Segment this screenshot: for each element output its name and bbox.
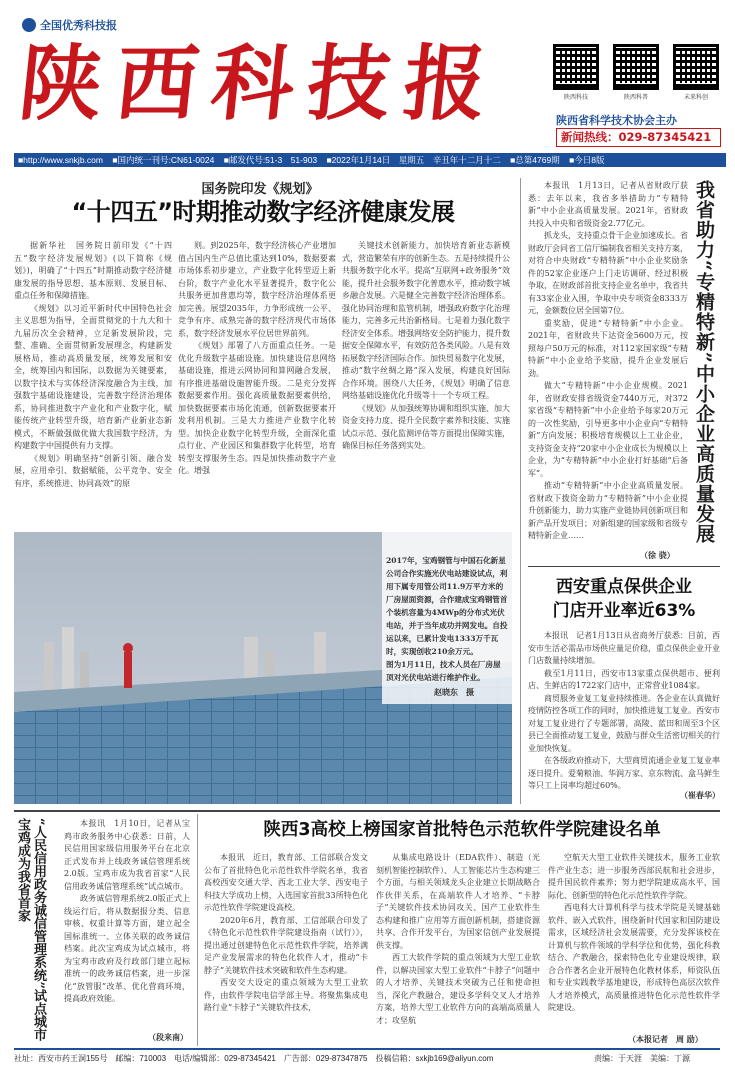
main-col-1 [14, 240, 172, 528]
right-vertical-title: 我省助力“专精特新”中小企业高质量发展 [693, 180, 715, 544]
paragraph: 《规划》从加强统筹协调和组织实施、加大资金支持力度、提升全民数字素养和技能、实施试点示范、强化监测评估等方面提出保障实施，确保目标任务落到实处。 [342, 403, 510, 450]
jobs-headline-1: 西安重点保供企业 [556, 577, 692, 597]
qr-label-2: 陕西科普 [623, 95, 648, 101]
paragraph: 《规划》以习近平新时代中国特色社会主义思想为指导，全面贯彻党的十九大和十九届历次全会精神，立足新发展阶段，完整、准确、全面贯彻新发展理念，构建新发展格局，推动高质量发展，统筹发展和安全，统筹国内和国际，以数据为关键要素，以数字技术与实体经济深度融合为主线，加强数字基础设施建设，完善数字经济治理体系，协同推进数字产业化和产业数字化，赋能传统产业转型升级，培育新产业新业态新模式，不断做强做优做大我国数字经济，为构建数字中国提供有力支撑。 [14, 303, 172, 450]
software-col-3 [548, 852, 720, 1032]
footer-rule [14, 1048, 720, 1050]
photo-caption [386, 554, 508, 684]
paragraph: 空航天大型工业软件关键技术，服务工业软件产业生态；进一步服务西部民航和社会进步，提升国民软件素养；努力把学院建成高水平、国际化、创新型的特色化示范性软件学院。 [548, 853, 720, 900]
jobs-author: （崔春华） [680, 790, 720, 800]
paragraph: 则。到2025年，数字经济核心产业增加值占国内生产总值比重达到10%，数据要素市场体系初步建立，产业数字化转型迈上新台阶，数字产业化水平显著提升，数字化公共服务更加普惠均等，数字经济治理体系更加完善。展望2035年，力争形成统一公平、竞争有序、成熟完备的数字经济现代市场体系，数字经济发展水平位居世界前列。 [178, 241, 336, 338]
jobs-body [528, 630, 720, 794]
body-text [64, 818, 190, 1006]
paragraph: 重奖励，促进“专精特新”中小企业。2021年，省财政共下达资金5600万元，按照每户50万元的标准，对112家国家级“专精特新”中小企业给予奖励，提升企业发展后劲。 [528, 318, 688, 378]
paragraph: 商贸服务业复工复业持续推进。各企业在认真做好疫情防控各项工作的同时，加快推进复工复业。西安市对复工复业进行了专题部署，高陵、蓝田和周至3个区县已全面推动复工复业，鼓励与群众生活密切相关的行业加快恢复。 [528, 693, 720, 753]
footer-address: 社址：西安市药王洞155号 邮编：710003 电话/编辑部：029-87345421 广告部：029-87347875 投稿信箱：sxkjb169@aliyun.com [14, 1054, 494, 1063]
qr-code-2[interactable] [613, 44, 659, 101]
info-cn: ■国内统一刊号:CN61-0024 [112, 155, 215, 165]
paragraph: 2017年，宝鸡钢管与中国石化新星公司合作实施光伏电站建设试点，利用下属专用管公司11.9万平方米的厂房屋面资源，合作建成宝鸡钢管首个装机容量为4MWp的分布式光伏电站，并于当年成功并网发电。自投运以来，已累计发电1333万千瓦时，实现创收210余万元。 [386, 556, 508, 656]
sponsor-line: 陕西省科学技术协会主办 [556, 114, 677, 127]
left-bottom-body [64, 818, 190, 1044]
paragraph: 推动“专精特新”中小企业高质量发展。省财政下拨资金助力“专精特新”中小企业提升创新能力，助力实施产业链协同创新项目和新产品开发项目；对新组建的国家级和省级专精特新企业…… [528, 481, 688, 540]
qr-code-1[interactable] [553, 44, 599, 101]
right-article-author: （徐 骁） [640, 550, 675, 560]
body-text [14, 240, 172, 490]
main-col-2 [178, 240, 336, 528]
info-date: ■2022年1月14日 星期五 辛丑年十二月十二 [326, 155, 501, 165]
paragraph: 西工大软件学院的重点领域为大型工业软件，以解决国家大型工业软件“卡脖子”问题中的人才培养、关键技术突破为己任和使命担当，深化产教融合，建设多学科交叉人才培养方案，培养大型工业软件方向的高端高质量人才；攻坚航 [376, 953, 540, 1025]
paragraph: 截至1月11日，西安市13家重点保供超市、便利店、生鲜店的1722家门店中，正常营业1084家。 [528, 668, 720, 690]
paragraph: 西安交大设定的重点领域为大型工业软件，由软件学院电信学部主导。将聚焦集成电路行业“卡脖子”关键软件技术， [204, 978, 368, 1012]
qr-label-1: 陕西科技 [563, 95, 588, 101]
paragraph: 图为1月11日，技术人员在厂房屋顶对光伏电站进行维护作业。 [386, 660, 501, 682]
qr-code-3[interactable] [673, 44, 719, 101]
info-bar [14, 153, 726, 167]
main-col-3 [342, 240, 510, 528]
body-text [386, 554, 508, 684]
divider-main-bottom [14, 810, 720, 812]
info-issue: ■总第4769期 [510, 155, 560, 165]
body-text [204, 852, 368, 1015]
body-text [342, 240, 510, 453]
info-pages: ■今日8版 [569, 155, 605, 165]
paragraph: 本报讯 记者1月13日从省商务厅获悉：目前，西安市生活必需品市场供应量足价稳，重点保供企业开业门店数量持续增加。 [528, 631, 720, 665]
body-text [528, 630, 720, 793]
body-text [548, 852, 720, 1015]
photo-credit: 赵晓东 摄 [434, 687, 474, 697]
paragraph: 2020年6月，教育部、工信部联合印发了《特色化示范性软件学院建设指南（试行）》，提出通过创建特色化示范性软件学院，培养满足产业发展需求的特色化软件人才，推动“卡脖子”关键软件技术突破和软件生态构建。 [204, 915, 368, 975]
divider-right-1 [528, 566, 720, 567]
body-text [376, 852, 540, 1027]
paragraph: 从集成电路设计（EDA软件）、制造（光刻机智能控制软件）、人工智能芯片生态构建三个方面，与相关领域龙头企业建立长期战略合作伙伴关系，在高端软件人才培养、“卡脖子”关键软件技术协同攻关、国产工业软件生态构建和推广应用等方面创新机制，搭建资源共享、合作开发平台，为国家信创产业发展提供支撑。 [376, 853, 540, 950]
qr-label-3: 未来科创 [683, 95, 708, 101]
masthead-title: 陕西科技报 [14, 36, 506, 132]
left-bottom-vertical-title: “人民信用政务诚信管理系统”试点城市宝鸡成为我省首家 [15, 818, 46, 1041]
body-text [178, 240, 336, 478]
body-text [528, 180, 688, 543]
masthead-top-tag: 全国优秀科技报 [40, 19, 117, 32]
paragraph: 关键技术创新能力，加快培育新业态新模式，营造繁荣有序的创新生态。五是持续提升公共服务数字化水平。提高“互联网+政务服务”效能，提升社会服务数字化普惠水平，推动数字城乡融合发展。六是健全完善数字经济治理体系。强化协同治理和监管机制，增强政府数字化治理能力，完善多元共治新格局。七是着力强化数字经济安全体系。增强网络安全防护能力，提升数据安全保障水平，有效防范各类风险。八是有效拓展数字经济国际合作。加快贸易数字化发展，推动“数字丝绸之路”深入发展，构建良好国际合作环境。围绕八大任务，《规划》明确了信息网络基础设施优化升级等十一个专项工程。 [342, 241, 510, 400]
software-author: （本报记者 周 励） [628, 1034, 703, 1044]
paragraph: 本报讯 近日，教育部、工信部联合发文公布了首批特色化示范性软件学院名单，我省高校西安交通大学、西北工业大学、西安电子科技大学成功上榜，入选国家首批33所特色化示范性软件学院建设高校。 [204, 853, 368, 912]
paragraph: 《规划》明确坚持“创新引领、融合发展，应用牵引、数据赋能，公平竞争、安全有序，系统推进、协同高效”的原 [14, 453, 172, 488]
masthead [0, 0, 735, 152]
paragraph: 抓龙头，支持重点骨干企业加速成长。省财政厅会同省工信厅编制我省相关支持方案，对符合中央财政“专精特新”中小企业奖励条件的52家企业逐户上门走访调研、经过积极争取，在财政部首批支持企业名单中，我省共有33家企业入围，争取中央专项资金8333万元，金额数位居全国第7位。 [528, 231, 688, 315]
left-bottom-author: （段来南） [148, 1032, 188, 1042]
main-headline: “十四五”时期推动数字经济健康发展 [71, 198, 455, 226]
paragraph: 政务诚信管理系统2.0版正式上线运行后，将从数据报分类、信息审核、权重计算等方面，建立起全国标准统一、立体关联的政务诚信档案。此次宝鸡成为试点城市，将为宝鸡市政府及行政部门建立起标准统一的政务诚信档案，进一步深化“放管服”改革、优化营商环境，提高政府效能。 [64, 894, 190, 1003]
software-headline: 陕西3高校上榜国家首批特色示范软件学院建设名单 [263, 820, 661, 840]
software-col-2 [376, 852, 540, 1046]
qr-group [553, 44, 728, 104]
hotline: 新闻热线：029-87345421 [556, 128, 721, 147]
software-col-1 [204, 852, 368, 1046]
paragraph: 《规划》部署了八方面重点任务。一是优化升级数字基础设施。加快建设信息网络基础设施，推进云网协同和算网融合发展，有序推进基础设施智能升级。二是充分发挥数据要素作用。强化高质量数据要素供给，加快数据要素市场化流通，创新数据要素开发利用机制。三是大力推进产业数字化转型。加快企业数字化转型升级，全面深化重点行业、产业园区和集群数字化转型，培育转型支撑服务生态。四是加快推动数字产业化。增强 [178, 341, 336, 475]
main-kicker: 国务院印发《规划》 [201, 182, 319, 197]
paragraph: 在各级政府推动下，大型商贸流通企业复工复业率逐日提升。爱菊粮油、华润万家、京东物流、盒马鲜生等只工上岗率均超过60%。 [528, 756, 720, 790]
paragraph: 西电科大计算机科学与技术学院是关键基础软件、嵌入式软件，围绕新时代国家和国防建设需求，区域经济社会发展需要，充分发挥该校在计算机与软件领域的学科学位和优势，强化科教结合、产教融合，探索特色化专业建设规律，联合合作著名企业开展特色化教材体系，师资队伍和专业实践教学基地建设，形成特色高层次软件人才培养模式，高质量推进特色化示范性软件学院建设。 [548, 903, 720, 1012]
divider-left-bottom [197, 814, 198, 1046]
footer-editors: 责编：于天涯 美编：丁源 [594, 1054, 690, 1063]
info-url[interactable]: ■http://www.snkjb.com [18, 155, 103, 165]
solar-photo [14, 532, 512, 804]
paragraph: 做大“专精特新”中小企业规模。2021年，省财政安排省级资金7440万元，对372家省级“专精特新”中小企业给予每家20万元的一次性奖励，引导更多中小企业向“专精特新”方向发展；积极培育规模以上工业企业，支持资金支持“20家中小企业成长为规模以上企业，为“专精特新”中小企业打好基础“后备军”。 [528, 381, 688, 478]
right-article-body [528, 180, 688, 553]
paragraph: 本报讯 1月10日，记者从宝鸡市政务服务中心获悉：日前，人民信用国家级信用服务平台在北京正式发布并上线政务诚信管理系统2.0版。宝鸡市成为我省首家“人民信用政务诚信管理系统”试点城市。 [64, 819, 190, 891]
paragraph: 据新华社 国务院日前印发《“十四五”数字经济发展规划》(以下简称《规划》)，明确了“十四五”时期推动数字经济健康发展的指导思想、基本原则、发展目标、重点任务和保障措施。 [14, 241, 172, 300]
masthead-logo-badge [22, 18, 36, 32]
column-rule [520, 178, 521, 804]
paragraph: 本报讯 1月13日，记者从省财政厅获悉：去年以来，我省多举措助力“专精特新”中小企业高质量发展。2021年，省财政共投入中央和省级资金2.77亿元。 [528, 181, 688, 228]
jobs-headline-2: 门店开业率近63% [552, 601, 696, 621]
info-post-code: ■邮发代号:51-3 51-903 [223, 155, 318, 165]
